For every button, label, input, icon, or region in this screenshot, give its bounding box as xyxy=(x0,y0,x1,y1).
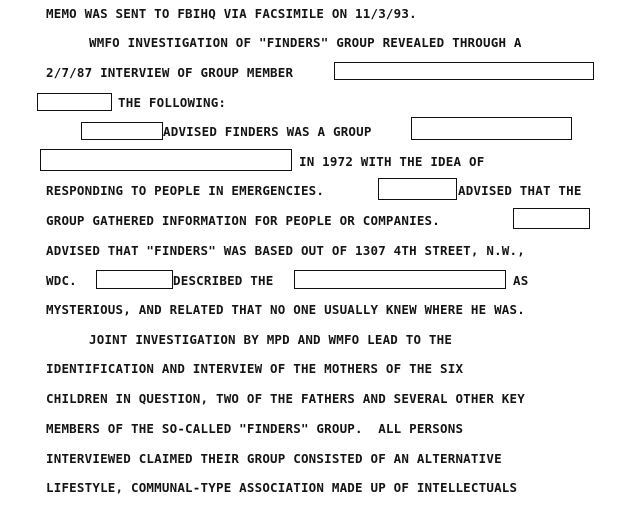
memo-text: WMFO INVESTIGATION OF "FINDERS" GROUP REVEALED THROUGH A xyxy=(89,35,522,50)
redaction-box xyxy=(40,149,292,171)
memo-line-2 xyxy=(0,35,640,59)
memo-line-16 xyxy=(0,451,640,475)
memo-text: ADVISED THAT THE xyxy=(458,183,582,198)
memo-text: AS xyxy=(513,273,529,288)
memo-text: ADVISED FINDERS WAS A GROUP xyxy=(163,124,372,139)
memo-line-4 xyxy=(0,95,640,119)
memo-text: INTERVIEWED CLAIMED THEIR GROUP CONSISTED OF AN ALTERNATIVE xyxy=(46,451,502,466)
memo-line-3 xyxy=(0,65,640,89)
memo-text: IDENTIFICATION AND INTERVIEW OF THE MOTHERS OF THE SIX xyxy=(46,361,464,376)
memo-text: MEMBERS OF THE SO-CALLED "FINDERS" GROUP. ALL PERSONS xyxy=(46,421,464,436)
redaction-box xyxy=(96,270,173,289)
memo-line-17 xyxy=(0,480,640,504)
memo-line-6 xyxy=(0,154,640,178)
redaction-box xyxy=(81,122,163,140)
memo-text: ADVISED THAT "FINDERS" WAS BASED OUT OF 1307 4TH STREET, N.W., xyxy=(46,243,525,258)
redaction-box xyxy=(378,178,457,200)
memo-text: 2/7/87 INTERVIEW OF GROUP MEMBER xyxy=(46,65,294,80)
memo-line-15 xyxy=(0,421,640,445)
memo-text: DESCRIBED THE xyxy=(173,273,274,288)
memo-line-5 xyxy=(0,124,640,148)
memo-line-10 xyxy=(0,273,640,297)
memo-line-12 xyxy=(0,332,640,356)
redaction-box xyxy=(294,270,506,289)
memo-text: CHILDREN IN QUESTION, TWO OF THE FATHERS AND SEVERAL OTHER KEY xyxy=(46,391,525,406)
redaction-box xyxy=(411,117,572,140)
memo-text: JOINT INVESTIGATION BY MPD AND WMFO LEAD TO THE xyxy=(89,332,453,347)
memo-text: LIFESTYLE, COMMUNAL-TYPE ASSOCIATION MADE UP OF INTELLECTUALS xyxy=(46,480,518,495)
memo-text: RESPONDING TO PEOPLE IN EMERGENCIES. xyxy=(46,183,325,198)
memo-line-9 xyxy=(0,243,640,267)
memo-text: THE FOLLOWING: xyxy=(118,95,227,110)
memo-text: WDC. xyxy=(46,273,77,288)
redaction-box xyxy=(37,93,112,111)
memo-line-8 xyxy=(0,213,640,237)
memo-text: IN 1972 WITH THE IDEA OF xyxy=(299,154,485,169)
memo-text: GROUP GATHERED INFORMATION FOR PEOPLE OR COMPANIES. xyxy=(46,213,441,228)
memo-line-7 xyxy=(0,183,640,207)
memo-line-14 xyxy=(0,391,640,415)
memo-text: MEMO WAS SENT TO FBIHQ VIA FACSIMILE ON 11/3/93. xyxy=(46,6,417,21)
memo-line-1 xyxy=(0,6,640,30)
memo-line-13 xyxy=(0,361,640,385)
memo-text: MYSTERIOUS, AND RELATED THAT NO ONE USUALLY KNEW WHERE HE WAS. xyxy=(46,302,525,317)
redaction-box xyxy=(334,62,594,80)
redaction-box xyxy=(513,208,590,229)
memo-line-11 xyxy=(0,302,640,326)
